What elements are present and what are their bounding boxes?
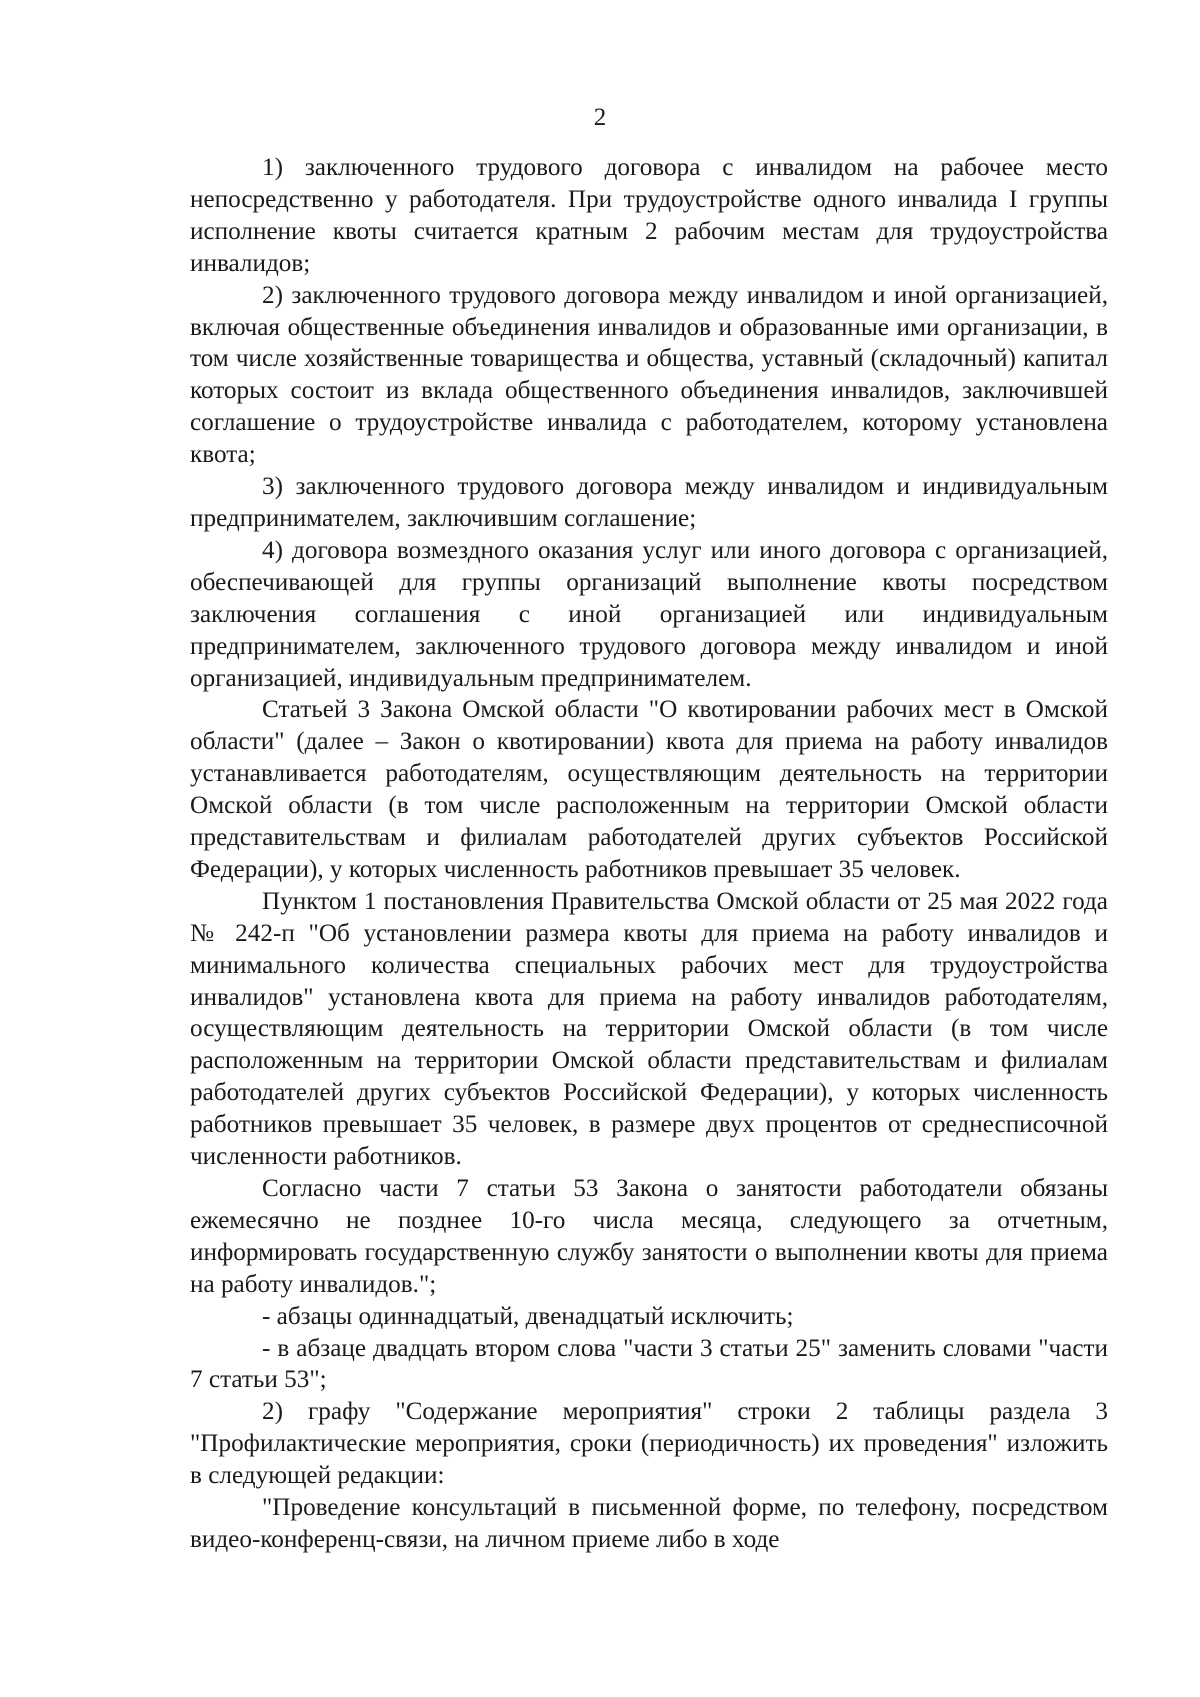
- document-body: [190, 152, 1108, 1556]
- paragraph-employment-law: Согласно части 7 статьи 53 Закона о занятости работодатели обязаны ежемесячно не позднее 10-го числа месяца, следующего за отчетным, информировать государственную службу занятости о выполнении квоты для приема на работу инвалидов.";: [190, 1175, 1108, 1298]
- paragraph-resolution-242: Пунктом 1 постановления Правительства Омской области от 25 мая 2022 года № 242-п "Об установлении размера квоты для приема на работу инвалидов и минимального количества специальных рабочих мест для трудоустройства инвалидов" установлена квота для приема на работу инвалидов работодателям, осуществляющим деятельность на территории Омской области (в том числе расположенным на территории Омской области представительствам и филиалам работодателей других субъектов Российской Федерации), у которых численность работников превышает 35 человек, в размере двух процентов от среднесписочной численности работников.: [190, 887, 1108, 1171]
- paragraph-replace: - в абзаце двадцать втором слова "части 3 статьи 25" заменить словами "части 7 статьи 53";: [190, 1334, 1108, 1394]
- paragraph-item-3: 3) заключенного трудового договора между инвалидом и индивидуальным предпринимателем, заключившим соглашение;: [190, 473, 1108, 532]
- paragraph-consultations: "Проведение консультаций в письменной форме, по телефону, посредством видео-конференц-связи, на личном приеме либо в ходе: [190, 1494, 1108, 1553]
- paragraph-law-article-3: Статьей 3 Закона Омской области "О квотировании рабочих мест в Омской области" (далее – Закон о квотировании) квота для приема на работу инвалидов устанавливается работодателям, осуществляющим деятельность на территории Омской области (в том числе расположенным на территории Омской области представительствам и филиалам работодателей других субъектов Российской Федерации), у которых численность работников превышает 35 человек.: [190, 696, 1108, 883]
- paragraph-item-2: 2) заключенного трудового договора между инвалидом и иной организацией, включая общественные объединения инвалидов и образованные ими организации, в том числе хозяйственные товарищества и общества, уставный (складочный) капитал которых состоит из вклада общественного объединения инвалидов, заключившей соглашение о трудоустройстве инвалида с работодателем, которому установлена квота;: [190, 281, 1108, 469]
- page-number: 2: [593, 104, 607, 131]
- paragraph-item-1: 1) заключенного трудового договора с инвалидом на рабочее место непосредственно у работодателя. При трудоустройстве одного инвалида I группы исполнение квоты считается кратным 2 рабочим местам для трудоустройства инвалидов;: [190, 154, 1108, 277]
- paragraph-column-edit: 2) графу "Содержание мероприятия" строки 2 таблицы раздела 3 "Профилактические мероприятия, сроки (периодичность) их проведения" изложить в следующей редакции:: [190, 1398, 1108, 1490]
- paragraph-exclude: - абзацы одиннадцатый, двенадцатый исключить;: [262, 1302, 794, 1330]
- paragraph-item-4: 4) договора возмездного оказания услуг или иного договора с организацией, обеспечивающей для группы организаций выполнение квоты посредством заключения соглашения с иной организацией или индивидуальным предпринимателем, заключенного трудового договора между инвалидом и иной организацией, индивидуальным предпринимателем.: [190, 536, 1108, 692]
